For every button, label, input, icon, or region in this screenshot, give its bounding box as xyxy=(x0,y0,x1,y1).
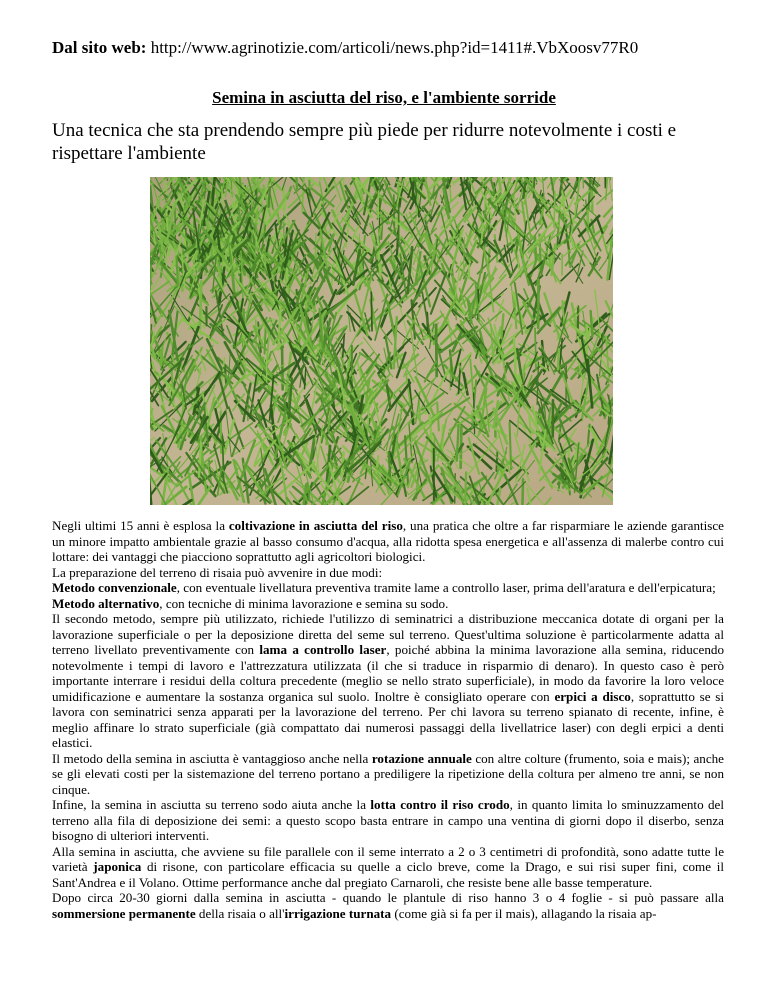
paragraph xyxy=(52,565,724,581)
text-run: Negli ultimi 15 anni è esplosa la xyxy=(52,518,229,533)
paragraph xyxy=(52,844,724,891)
text-run: (come già si fa per il mais), allagando la risaia ap- xyxy=(391,905,657,921)
text-run: di risone, con particolare efficacia su quelle a ciclo breve, come la Drago, e sui risi super fini, come il Sant'Andrea e il Volano. Ottime performance anche dal pregiato Carnaroli, che resiste bene alle basse temperature. xyxy=(52,859,724,890)
text-run: , in quanto limita lo sminuzzamento del terreno alla fila di deposizione dei semi: a questo scopo basta entrare in campo una ventina di giorni dopo il diserbo, senza bisogno di ulteriori interventi. xyxy=(52,797,724,843)
bold-text: Metodo convenzionale xyxy=(52,580,177,595)
bold-text: lama a controllo laser xyxy=(259,642,387,657)
text-run: della risaia o all' xyxy=(195,905,285,921)
bold-text: erpici a disco xyxy=(554,688,631,704)
article-title: Semina in asciutta del riso, e l'ambiente sorride xyxy=(212,88,556,107)
paragraph xyxy=(52,751,724,798)
article-body xyxy=(52,518,724,921)
text-run: Dopo circa 20-30 giorni dalla semina in asciutta - quando le plantule di riso hanno 3 o 4 foglie - si può passare alla xyxy=(52,890,724,905)
paragraph xyxy=(52,890,724,921)
text-run: , soprattutto se si lavora con seminatrici senza apparati per la lavorazione del terreno. Per chi lavora su terreno spianato di recente, infine, è meglio affinare lo strato superficiale (già compattato dai numerosi passaggi della livellatrice laser) con degli erpici a denti elastici. xyxy=(52,688,724,750)
text-run: Il secondo metodo, sempre più utilizzato, richiede l'utilizzo di seminatrici a distribuzione meccanica dotate di organi per la lavorazione superficiale o per la deposizione diretta del seme sul terreno. Quest'ultima soluzione è particolarmente adatta al terreno livellato preventivamente con xyxy=(52,611,724,657)
paragraph xyxy=(52,611,724,751)
bold-text: sommersione permanente xyxy=(52,905,196,921)
bold-text: Metodo alternativo xyxy=(52,595,160,611)
source-label: Dal sito web: xyxy=(52,38,147,57)
rice-seedlings-image xyxy=(150,177,613,505)
paragraph xyxy=(52,596,724,612)
article-subtitle: Una tecnica che sta prendendo sempre più piede per ridurre notevolmente i costi e rispettare l'ambiente xyxy=(52,120,677,164)
text-run: , con tecniche di minima lavorazione e semina su sodo. xyxy=(159,595,449,611)
text-run: , poiché abbina la minima lavorazione alla semina, riducendo notevolmente i tempi di lavoro e l'attrezzatura utilizzata (il che si traduce in risparmio di denaro). In questo caso è però importante interrare i residui della coltura precedente (meglio se nello strato superficiale), in modo da favorire la loro veloce umidificazione e aumentare la sostanza organica sul suolo. Inoltre è consigliato operare con xyxy=(52,642,725,704)
bold-text: japonica xyxy=(93,859,142,874)
text-run: Alla semina in asciutta, che avviene su file parallele con il seme interrato a 2 o 3 centimetri di profondità, sono adatte tutte le varietà xyxy=(52,843,724,874)
text-run: La preparazione del terreno di risaia può avvenire in due modi: xyxy=(52,564,383,580)
bold-text: lotta contro il riso crodo xyxy=(370,797,510,812)
bold-text: rotazione annuale xyxy=(371,750,472,766)
source-url[interactable]: http://www.agrinotizie.com/articoli/news.php?id=1411#.VbXoosv77R0 xyxy=(150,38,639,57)
paragraph xyxy=(52,580,724,596)
text-run: con altre colture (frumento, soia e mais); anche se gli elevati costi per la sistemazione del terreno portano a prediligere la ripetizione della coltura per almeno tre anni, se non cinque. xyxy=(52,750,724,797)
text-run: Infine, la semina in asciutta su terreno sodo aiuta anche la xyxy=(52,797,371,812)
paragraph xyxy=(52,518,724,565)
rice-field-photo xyxy=(150,177,613,505)
text-run: , con eventuale livellatura preventiva tramite lame a controllo laser, prima dell'aratura e dell'erpicatura; xyxy=(176,580,716,595)
paragraph xyxy=(52,797,724,844)
bold-text: irrigazione turnata xyxy=(284,905,392,921)
text-run: , una pratica che oltre a far risparmiare le aziende garantisce un minore impatto ambientale grazie al basso consumo d'acqua, alla ridotta spesa energetica e all'assenza di malerbe contro cui lottare: dei vantaggi che piacciono soprattutto agli agricoltori biologici. xyxy=(52,518,724,564)
text-run: Il metodo della semina in asciutta è vantaggioso anche nella xyxy=(52,750,372,766)
source-line xyxy=(52,38,638,58)
bold-text: coltivazione in asciutta del riso xyxy=(228,518,403,533)
